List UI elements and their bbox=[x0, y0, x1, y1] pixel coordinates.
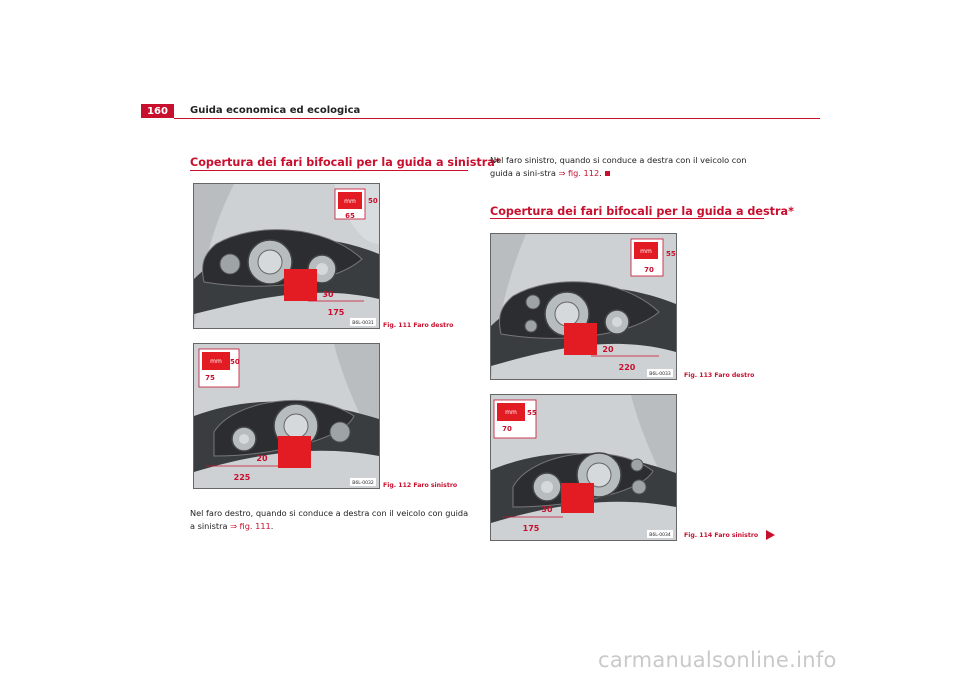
caption-fig-114: Fig. 114 Faro sinistro bbox=[684, 532, 759, 539]
dim-red-mark: 20 bbox=[256, 454, 268, 463]
dim-red-mark: 20 bbox=[602, 345, 614, 354]
unit-label: mm bbox=[344, 198, 356, 205]
header-rule bbox=[174, 118, 820, 119]
dim-bottom-width: 175 bbox=[522, 524, 540, 533]
dim-bottom-width: 220 bbox=[618, 363, 636, 372]
dim-top-small: 50 bbox=[368, 197, 378, 205]
caption-fig-111: Fig. 111 Faro destro bbox=[383, 322, 454, 329]
section-end-marker bbox=[605, 171, 610, 176]
figure-code: B6L-0034 bbox=[649, 533, 671, 538]
unit-label: mm bbox=[505, 409, 517, 416]
paragraph-right-headlight bbox=[190, 507, 470, 533]
dim-red-mark: 30 bbox=[322, 290, 334, 299]
figure-111-right-headlight bbox=[193, 183, 380, 329]
paragraph-text: Nel faro sinistro, quando si conduce a destra con il veicolo con guida a sini-stra bbox=[490, 155, 747, 178]
section-title-right-hand-drive: Copertura dei fari bifocali per la guida a destra* bbox=[490, 205, 794, 218]
figure-code: B6L-0033 bbox=[649, 372, 671, 377]
running-head: Guida economica ed ecologica bbox=[190, 105, 361, 116]
dim-bottom-width: 175 bbox=[327, 308, 345, 317]
dim-top-small: 50 bbox=[230, 358, 240, 366]
dim-top-width: 70 bbox=[644, 266, 654, 274]
caption-fig-112: Fig. 112 Faro sinistro bbox=[383, 482, 458, 489]
dim-top-small: 55 bbox=[666, 250, 676, 258]
watermark: carmanualsonline.info bbox=[598, 648, 837, 672]
figure-reference-link[interactable]: ⇒ fig. 112 bbox=[558, 168, 600, 178]
next-page-arrow-icon bbox=[766, 530, 775, 540]
figure-112-left-headlight bbox=[193, 343, 380, 489]
unit-label: mm bbox=[640, 248, 652, 255]
section-title-left-hand-drive: Copertura dei fari bifocali per la guida a sinistra* bbox=[190, 156, 501, 169]
figure-reference-link[interactable]: ⇒ fig. 111 bbox=[230, 521, 271, 531]
unit-label: mm bbox=[210, 358, 222, 365]
page-number: 160 bbox=[141, 104, 174, 118]
dim-top-width: 70 bbox=[502, 425, 512, 433]
dim-red-mark: 30 bbox=[541, 505, 553, 514]
dim-top-small: 55 bbox=[527, 409, 537, 417]
dim-top-width: 65 bbox=[345, 212, 355, 220]
dim-top-width: 75 bbox=[205, 374, 215, 382]
figure-113-right-headlight bbox=[490, 233, 677, 380]
paragraph-text: Nel faro destro, quando si conduce a destra con il veicolo con guida a sinistra bbox=[190, 508, 469, 531]
figure-114-left-headlight bbox=[490, 394, 677, 541]
figure-code: B6L-0031 bbox=[352, 321, 374, 326]
section-rule bbox=[490, 218, 764, 219]
paragraph-tail: . bbox=[270, 521, 274, 531]
figure-code: B6L-0032 bbox=[352, 481, 374, 486]
section-rule bbox=[190, 170, 468, 171]
paragraph-tail: . bbox=[599, 168, 602, 178]
paragraph-left-headlight bbox=[490, 154, 770, 180]
caption-fig-113: Fig. 113 Faro destro bbox=[684, 372, 755, 379]
dim-bottom-width: 225 bbox=[233, 473, 251, 482]
